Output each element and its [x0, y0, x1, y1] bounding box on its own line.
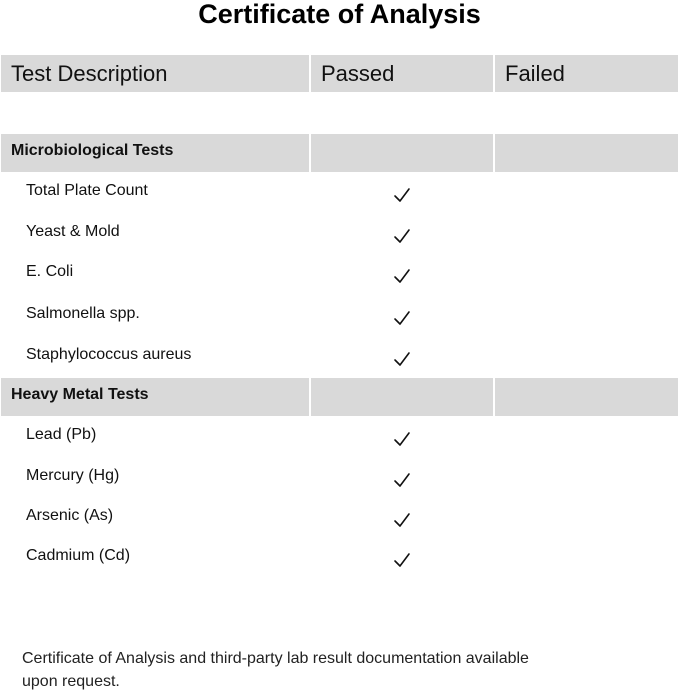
section-passed-cell	[311, 378, 493, 416]
table-row	[0, 181, 679, 221]
section-header-heavy-metals	[0, 378, 679, 416]
section-failed-cell	[495, 378, 678, 416]
test-name: Arsenic (As)	[26, 507, 114, 524]
test-name: Yeast & Mold	[26, 223, 120, 240]
table-row	[0, 506, 679, 546]
section-header-microbiological	[0, 134, 679, 172]
table-row	[0, 425, 679, 465]
checkmark-icon	[392, 349, 412, 369]
checkmark-icon	[392, 266, 412, 286]
table-row	[0, 466, 679, 506]
test-name: Mercury (Hg)	[26, 467, 120, 484]
test-name: E. Coli	[26, 263, 74, 280]
test-name: Staphylococcus aureus	[26, 346, 192, 363]
checkmark-icon	[392, 510, 412, 530]
table-header-row	[0, 55, 679, 92]
checkmark-icon	[392, 308, 412, 328]
table-row	[0, 304, 679, 344]
checkmark-icon	[392, 470, 412, 490]
column-header-test-description: Test Description	[1, 55, 309, 92]
section-title: Heavy Metal Tests	[1, 378, 309, 416]
footer-note: Certificate of Analysis and third-party lab result documentation available upon request.	[22, 650, 529, 690]
table-row	[0, 262, 679, 302]
table-row	[0, 546, 679, 586]
column-header-passed: Passed	[311, 55, 493, 92]
section-title: Microbiological Tests	[1, 134, 309, 172]
checkmark-icon	[392, 226, 412, 246]
checkmark-icon	[392, 550, 412, 570]
column-header-failed: Failed	[495, 55, 678, 92]
checkmark-icon	[392, 429, 412, 449]
test-name: Salmonella spp.	[26, 305, 140, 322]
page-title: Certificate of Analysis	[198, 0, 481, 29]
test-name: Cadmium (Cd)	[26, 547, 131, 564]
test-name: Lead (Pb)	[26, 426, 97, 443]
checkmark-icon	[392, 185, 412, 205]
table-row	[0, 222, 679, 262]
section-failed-cell	[495, 134, 678, 172]
test-name: Total Plate Count	[26, 182, 148, 199]
section-passed-cell	[311, 134, 493, 172]
